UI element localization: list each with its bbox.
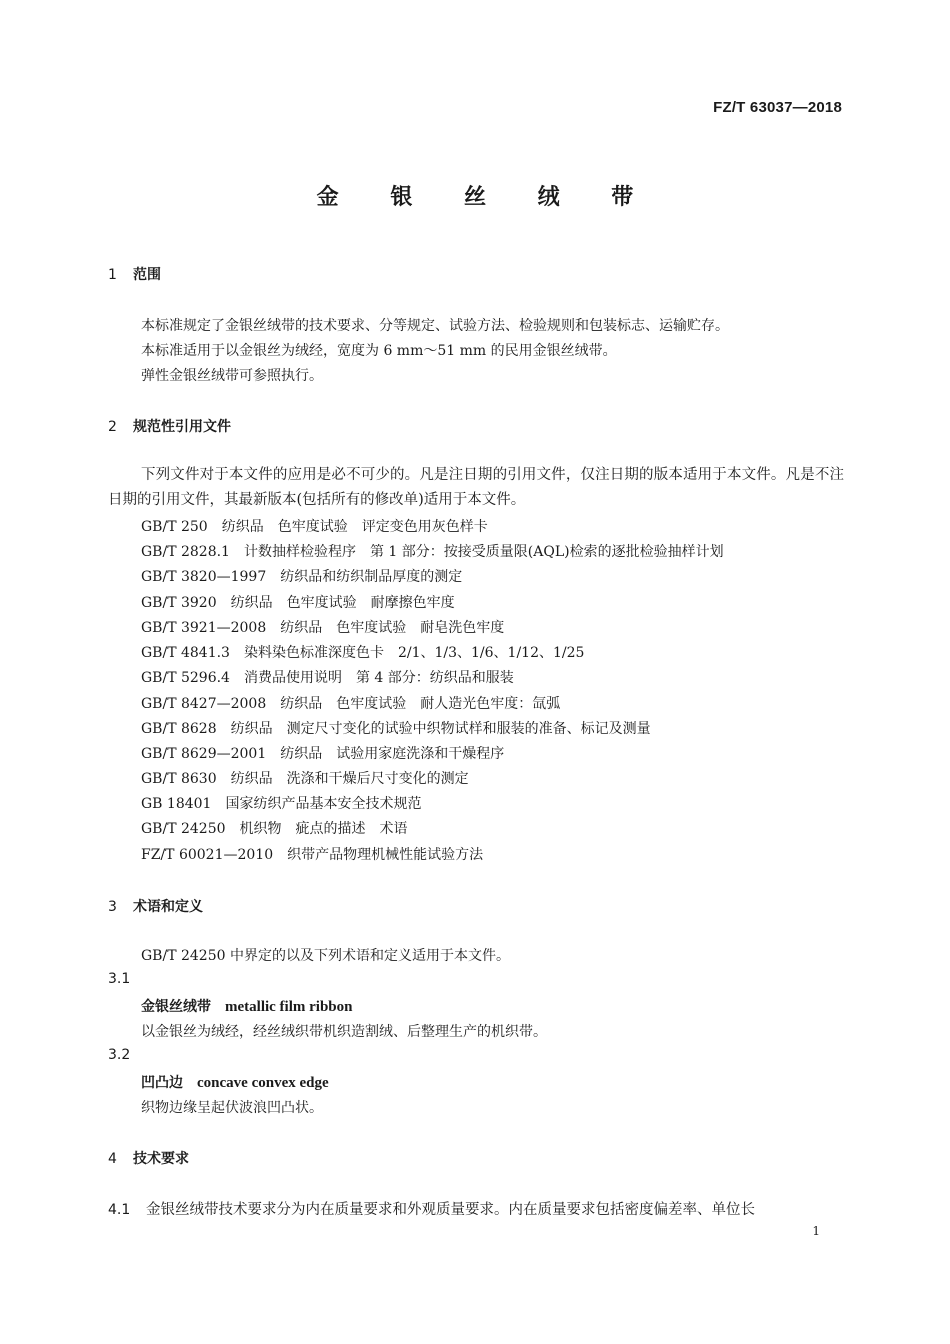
scope-line-3: 弹性金银丝绒带可参照执行。 xyxy=(141,368,323,384)
clause-text: 金银丝绒带技术要求分为内在质量要求和外观质量要求。内在质量要求包括密度偏差率、单位长 xyxy=(146,1202,755,1218)
term-en: metallic film ribbon xyxy=(225,999,353,1015)
section-title: 技术要求 xyxy=(133,1151,189,1167)
reference-item: GB/T 8630 纺织品 洗涤和干燥后尺寸变化的测定 xyxy=(141,771,469,787)
section-4-heading xyxy=(108,1148,848,1168)
scope-line-1: 本标准规定了金银丝绒带的技术要求、分等规定、试验方法、检验规则和包装标志、运输贮存。 xyxy=(141,318,729,334)
reference-item: GB/T 8629—2001 纺织品 试验用家庭洗涤和干燥程序 xyxy=(141,746,505,762)
section-3-heading xyxy=(108,896,848,916)
references-intro: 下列文件对于本文件的应用是必不可少的。凡是注日期的引用文件，仅注日期的版本适用于本文件。凡是不注日期的引用文件，其最新版本(包括所有的修改单)适用于本文件。 xyxy=(108,467,844,508)
reference-item: GB/T 3920 纺织品 色牢度试验 耐摩擦色牢度 xyxy=(141,595,455,611)
reference-item: GB/T 8427—2008 纺织品 色牢度试验 耐人造光色牢度：氙弧 xyxy=(141,696,561,712)
section-title: 术语和定义 xyxy=(133,899,203,915)
term-cn: 凹凸边 xyxy=(141,1075,183,1091)
reference-item: GB/T 3921—2008 纺织品 色牢度试验 耐皂洗色牢度 xyxy=(141,620,505,636)
term-number: 3.2 xyxy=(108,1047,131,1063)
term-number: 3.1 xyxy=(108,971,131,987)
reference-item: GB/T 4841.3 染料染色标准深度色卡 2/1、1/3、1/6、1/12、1/25 xyxy=(141,645,585,661)
reference-item: GB/T 8628 纺织品 测定尺寸变化的试验中织物试样和服装的准备、标记及测量 xyxy=(141,721,651,737)
section-number: 2 xyxy=(108,419,117,435)
reference-item: GB 18401 国家纺织产品基本安全技术规范 xyxy=(141,796,422,812)
scope-line-2: 本标准适用于以金银丝为绒经，宽度为 6 mm～51 mm 的民用金银丝绒带。 xyxy=(141,343,617,359)
section-number: 1 xyxy=(108,267,117,283)
clause-number: 4.1 xyxy=(108,1202,131,1218)
section-number: 4 xyxy=(108,1151,117,1167)
section-title: 范围 xyxy=(133,267,161,283)
clause-4-1 xyxy=(108,1198,848,1219)
reference-item: GB/T 5296.4 消费品使用说明 第 4 部分：纺织品和服装 xyxy=(141,670,514,686)
reference-item: GB/T 2828.1 计数抽样检验程序 第 1 部分：按接受质量限(AQL)检索的逐批检验抽样计划 xyxy=(141,544,724,560)
term-cn: 金银丝绒带 xyxy=(141,999,211,1015)
standard-code: FZ/T 63037—2018 xyxy=(713,99,842,116)
section-1-heading xyxy=(108,264,848,284)
term-definition: 织物边缘呈起伏波浪凹凸状。 xyxy=(141,1100,323,1116)
reference-item: GB/T 24250 机织物 疵点的描述 术语 xyxy=(141,821,408,837)
document-title: 金 银 丝 绒 带 xyxy=(316,185,656,210)
term-title xyxy=(141,996,353,1016)
reference-item: GB/T 250 纺织品 色牢度试验 评定变色用灰色样卡 xyxy=(141,519,488,535)
term-en: concave convex edge xyxy=(197,1075,329,1091)
section-2-heading xyxy=(108,416,848,436)
section-number: 3 xyxy=(108,899,117,915)
reference-item: FZ/T 60021—2010 织带产品物理机械性能试验方法 xyxy=(141,847,484,863)
terms-intro: GB/T 24250 中界定的以及下列术语和定义适用于本文件。 xyxy=(141,948,510,964)
section-title: 规范性引用文件 xyxy=(133,419,231,435)
term-definition: 以金银丝为绒经，经丝绒织带机织造割绒、后整理生产的机织带。 xyxy=(141,1024,547,1040)
reference-item: GB/T 3820—1997 纺织品和纺织制品厚度的测定 xyxy=(141,569,463,585)
term-title xyxy=(141,1072,329,1092)
page-number: 1 xyxy=(812,1224,820,1238)
